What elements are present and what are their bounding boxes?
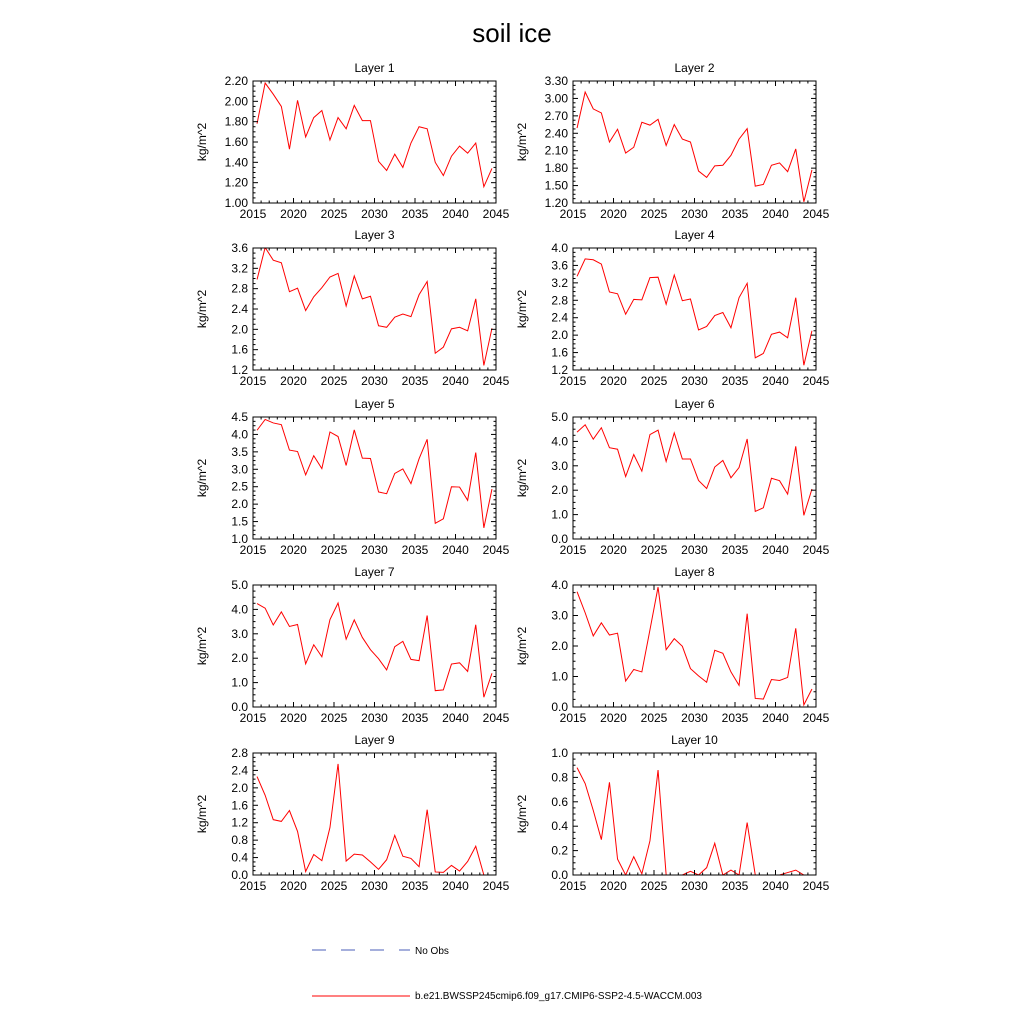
xtick-label-layer-9: 2040: [442, 879, 469, 893]
xtick-label-layer-6: 2030: [681, 543, 708, 557]
xtick-label-layer-3: 2045: [482, 374, 510, 388]
xtick-label-layer-6: 2045: [802, 543, 830, 557]
xtick-label-layer-5: 2015: [239, 543, 267, 557]
ytick-label-layer-8: 4.0: [551, 578, 568, 592]
series-line-layer-7: [257, 603, 492, 697]
ylabel-layer-1: kg/m^2: [195, 122, 209, 162]
ytick-label-layer-1: 2.00: [224, 94, 248, 109]
ytick-label-layer-10: 0.2: [551, 843, 568, 858]
xtick-label-layer-5: 2040: [442, 543, 469, 557]
ytick-label-layer-9: 2.4: [231, 763, 248, 778]
xtick-label-layer-10: 2015: [559, 879, 587, 893]
xtick-label-layer-1: 2030: [361, 207, 388, 221]
ytick-label-layer-7: 1.0: [231, 675, 248, 690]
ytick-label-layer-6: 1.0: [551, 507, 568, 522]
xtick-label-layer-9: 2035: [401, 879, 429, 893]
ytick-label-layer-2: 2.40: [544, 126, 568, 141]
xtick-label-layer-5: 2020: [280, 543, 307, 557]
ytick-label-layer-5: 3.0: [231, 462, 248, 477]
xtick-label-layer-7: 2015: [239, 711, 267, 725]
ytick-label-layer-3: 1.2: [231, 363, 248, 377]
ytick-label-layer-10: 1.0: [551, 746, 568, 760]
ytick-label-layer-5: 2.5: [231, 479, 248, 494]
plot-frame-layer-3: [253, 248, 496, 370]
ytick-label-layer-5: 2.0: [231, 497, 248, 512]
plot-frame-layer-4: [573, 248, 816, 370]
panel-title-layer-1: Layer 1: [354, 61, 395, 75]
legend: [312, 946, 702, 1002]
series-line-layer-10: [577, 768, 812, 875]
series-line-layer-4: [577, 259, 812, 365]
ytick-label-layer-7: 3.0: [231, 626, 248, 641]
xtick-label-layer-5: 2045: [482, 543, 510, 557]
ytick-label-layer-1: 1.80: [224, 114, 248, 129]
ytick-label-layer-6: 5.0: [551, 410, 568, 424]
panels: [195, 61, 830, 893]
plot-frame-layer-7: [253, 585, 496, 707]
xtick-label-layer-4: 2020: [600, 374, 627, 388]
panel-title-layer-8: Layer 8: [674, 565, 715, 579]
xtick-label-layer-10: 2040: [762, 879, 789, 893]
ylabel-layer-3: kg/m^2: [195, 289, 209, 329]
ytick-label-layer-4: 4.0: [551, 241, 568, 255]
ytick-label-layer-10: 0.4: [551, 819, 568, 834]
xtick-label-layer-9: 2045: [482, 879, 510, 893]
xtick-label-layer-8: 2015: [559, 711, 587, 725]
panel-layer-3: [195, 228, 510, 388]
series-line-layer-9: [257, 764, 492, 875]
ytick-label-layer-6: 3.0: [551, 458, 568, 473]
ytick-label-layer-8: 0.0: [551, 700, 568, 714]
xtick-label-layer-4: 2030: [681, 374, 708, 388]
ytick-label-layer-7: 2.0: [231, 651, 248, 666]
panel-title-layer-2: Layer 2: [674, 61, 715, 75]
ytick-label-layer-3: 3.2: [231, 261, 248, 276]
panel-title-layer-9: Layer 9: [354, 733, 395, 747]
ytick-label-layer-4: 3.6: [551, 258, 568, 273]
ylabel-layer-9: kg/m^2: [195, 794, 209, 834]
xtick-label-layer-8: 2025: [640, 711, 668, 725]
ylabel-layer-6: kg/m^2: [515, 458, 529, 498]
xtick-label-layer-7: 2025: [320, 711, 348, 725]
ytick-label-layer-9: 1.6: [231, 798, 248, 813]
plot-frame-layer-6: [573, 417, 816, 539]
legend-entry-no-obs: [312, 946, 449, 957]
ytick-label-layer-10: 0.6: [551, 794, 568, 809]
panel-title-layer-5: Layer 5: [354, 397, 395, 411]
panel-layer-2: [515, 61, 830, 221]
xtick-label-layer-7: 2045: [482, 711, 510, 725]
panel-title-layer-6: Layer 6: [674, 397, 715, 411]
ytick-label-layer-10: 0.8: [551, 770, 568, 785]
xtick-label-layer-5: 2030: [361, 543, 388, 557]
ytick-label-layer-1: 1.00: [224, 196, 248, 210]
ytick-label-layer-1: 1.20: [224, 175, 248, 190]
xtick-label-layer-10: 2020: [600, 879, 627, 893]
ytick-label-layer-5: 4.0: [231, 427, 248, 442]
xtick-label-layer-5: 2035: [401, 543, 429, 557]
xtick-label-layer-6: 2015: [559, 543, 587, 557]
plot-frame-layer-9: [253, 753, 496, 875]
xtick-label-layer-7: 2040: [442, 711, 469, 725]
xtick-label-layer-1: 2045: [482, 207, 510, 221]
xtick-label-layer-9: 2015: [239, 879, 267, 893]
ytick-label-layer-9: 0.4: [231, 850, 248, 865]
ytick-label-layer-4: 3.2: [551, 275, 568, 290]
xtick-label-layer-8: 2045: [802, 711, 830, 725]
panel-layer-6: [515, 397, 830, 557]
ytick-label-layer-1: 2.20: [224, 74, 248, 88]
xtick-label-layer-4: 2015: [559, 374, 587, 388]
xtick-label-layer-7: 2035: [401, 711, 429, 725]
panel-title-layer-10: Layer 10: [671, 733, 718, 747]
xtick-label-layer-1: 2035: [401, 207, 429, 221]
xtick-label-layer-2: 2040: [762, 207, 789, 221]
ytick-label-layer-3: 1.6: [231, 342, 248, 357]
ytick-label-layer-10: 0.0: [551, 868, 568, 882]
ytick-label-layer-2: 2.10: [544, 143, 568, 158]
ytick-label-layer-9: 0.0: [231, 868, 248, 882]
xtick-label-layer-1: 2040: [442, 207, 469, 221]
xtick-label-layer-6: 2020: [600, 543, 627, 557]
ytick-label-layer-2: 3.30: [544, 74, 568, 88]
xtick-label-layer-2: 2035: [721, 207, 749, 221]
ytick-label-layer-7: 4.0: [231, 602, 248, 617]
panel-layer-10: [515, 733, 830, 893]
ytick-label-layer-6: 2.0: [551, 483, 568, 498]
panel-title-layer-7: Layer 7: [354, 565, 395, 579]
ytick-label-layer-7: 0.0: [231, 700, 248, 714]
xtick-label-layer-4: 2040: [762, 374, 789, 388]
xtick-label-layer-7: 2030: [361, 711, 388, 725]
xtick-label-layer-4: 2035: [721, 374, 749, 388]
xtick-label-layer-1: 2020: [280, 207, 307, 221]
xtick-label-layer-9: 2020: [280, 879, 307, 893]
panel-title-layer-3: Layer 3: [354, 228, 395, 242]
legend-entry-model-run: [312, 991, 702, 1002]
xtick-label-layer-8: 2020: [600, 711, 627, 725]
plot-frame-layer-5: [253, 417, 496, 539]
ytick-label-layer-3: 2.8: [231, 281, 248, 296]
ytick-label-layer-8: 3.0: [551, 608, 568, 623]
xtick-label-layer-9: 2030: [361, 879, 388, 893]
xtick-label-layer-3: 2040: [442, 374, 469, 388]
ylabel-layer-7: kg/m^2: [195, 626, 209, 666]
xtick-label-layer-9: 2025: [320, 879, 348, 893]
xtick-label-layer-4: 2045: [802, 374, 830, 388]
panel-layer-8: [515, 565, 830, 725]
xtick-label-layer-2: 2015: [559, 207, 587, 221]
series-line-layer-1: [257, 83, 492, 187]
series-line-layer-8: [577, 587, 812, 705]
ytick-label-layer-2: 1.20: [544, 196, 568, 210]
xtick-label-layer-10: 2035: [721, 879, 749, 893]
ytick-label-layer-1: 1.60: [224, 135, 248, 149]
panel-layer-9: [195, 733, 510, 893]
xtick-label-layer-2: 2030: [681, 207, 708, 221]
ytick-label-layer-3: 2.0: [231, 322, 248, 337]
ytick-label-layer-3: 3.6: [231, 241, 248, 255]
xtick-label-layer-1: 2025: [320, 207, 348, 221]
ytick-label-layer-6: 4.0: [551, 434, 568, 449]
ytick-label-layer-5: 3.5: [231, 444, 248, 459]
ytick-label-layer-2: 1.80: [544, 161, 568, 176]
xtick-label-layer-6: 2035: [721, 543, 749, 557]
ytick-label-layer-8: 1.0: [551, 669, 568, 684]
ylabel-layer-8: kg/m^2: [515, 626, 529, 666]
xtick-label-layer-1: 2015: [239, 207, 267, 221]
panel-layer-5: [195, 397, 510, 557]
xtick-label-layer-6: 2040: [762, 543, 789, 557]
xtick-label-layer-5: 2025: [320, 543, 348, 557]
ytick-label-layer-2: 1.50: [544, 178, 568, 193]
ytick-label-layer-5: 4.5: [231, 410, 248, 424]
xtick-label-layer-2: 2045: [802, 207, 830, 221]
xtick-label-layer-3: 2035: [401, 374, 429, 388]
ytick-label-layer-4: 2.8: [551, 293, 568, 308]
ytick-label-layer-2: 3.00: [544, 91, 568, 106]
plot-frame-layer-10: [573, 753, 816, 875]
panel-layer-7: [195, 565, 510, 725]
plot-frame-layer-8: [573, 585, 816, 707]
series-line-layer-6: [577, 425, 812, 516]
ytick-label-layer-9: 2.0: [231, 780, 248, 795]
panel-layer-4: [515, 228, 830, 388]
series-line-layer-5: [257, 419, 492, 527]
xtick-label-layer-3: 2015: [239, 374, 267, 388]
legend-label-model-run: b.e21.BWSSP245cmip6.f09_g17.CMIP6-SSP2-4.5-WACCM.003: [415, 991, 702, 1002]
xtick-label-layer-7: 2020: [280, 711, 307, 725]
ytick-label-layer-4: 2.4: [551, 310, 568, 325]
ytick-label-layer-2: 2.70: [544, 108, 568, 123]
xtick-label-layer-4: 2025: [640, 374, 668, 388]
ytick-label-layer-9: 1.2: [231, 815, 248, 830]
figure-title: soil ice: [472, 18, 552, 48]
ytick-label-layer-3: 2.4: [231, 302, 248, 316]
xtick-label-layer-8: 2030: [681, 711, 708, 725]
ytick-label-layer-5: 1.5: [231, 514, 248, 529]
xtick-label-layer-10: 2025: [640, 879, 668, 893]
panel-title-layer-4: Layer 4: [674, 228, 715, 242]
ylabel-layer-5: kg/m^2: [195, 458, 209, 498]
panel-layer-1: [195, 61, 510, 221]
xtick-label-layer-8: 2035: [721, 711, 749, 725]
ytick-label-layer-8: 2.0: [551, 639, 568, 653]
ylabel-layer-4: kg/m^2: [515, 289, 529, 329]
xtick-label-layer-6: 2025: [640, 543, 668, 557]
series-line-layer-2: [577, 92, 812, 202]
xtick-label-layer-3: 2020: [280, 374, 307, 388]
ytick-label-layer-7: 5.0: [231, 578, 248, 592]
ytick-label-layer-5: 1.0: [231, 532, 248, 546]
xtick-label-layer-2: 2025: [640, 207, 668, 221]
ylabel-layer-2: kg/m^2: [515, 122, 529, 162]
xtick-label-layer-10: 2045: [802, 879, 830, 893]
ytick-label-layer-4: 2.0: [551, 328, 568, 343]
ytick-label-layer-9: 2.8: [231, 746, 248, 760]
xtick-label-layer-2: 2020: [600, 207, 627, 221]
ytick-label-layer-6: 0.0: [551, 532, 568, 546]
xtick-label-layer-3: 2025: [320, 374, 348, 388]
ytick-label-layer-4: 1.6: [551, 345, 568, 360]
xtick-label-layer-10: 2030: [681, 879, 708, 893]
ytick-label-layer-1: 1.40: [224, 155, 248, 170]
xtick-label-layer-8: 2040: [762, 711, 789, 725]
ylabel-layer-10: kg/m^2: [515, 794, 529, 834]
ytick-label-layer-4: 1.2: [551, 363, 568, 377]
ytick-label-layer-9: 0.8: [231, 833, 248, 848]
legend-label-no-obs: No Obs: [415, 946, 449, 957]
series-line-layer-3: [257, 247, 492, 365]
xtick-label-layer-3: 2030: [361, 374, 388, 388]
